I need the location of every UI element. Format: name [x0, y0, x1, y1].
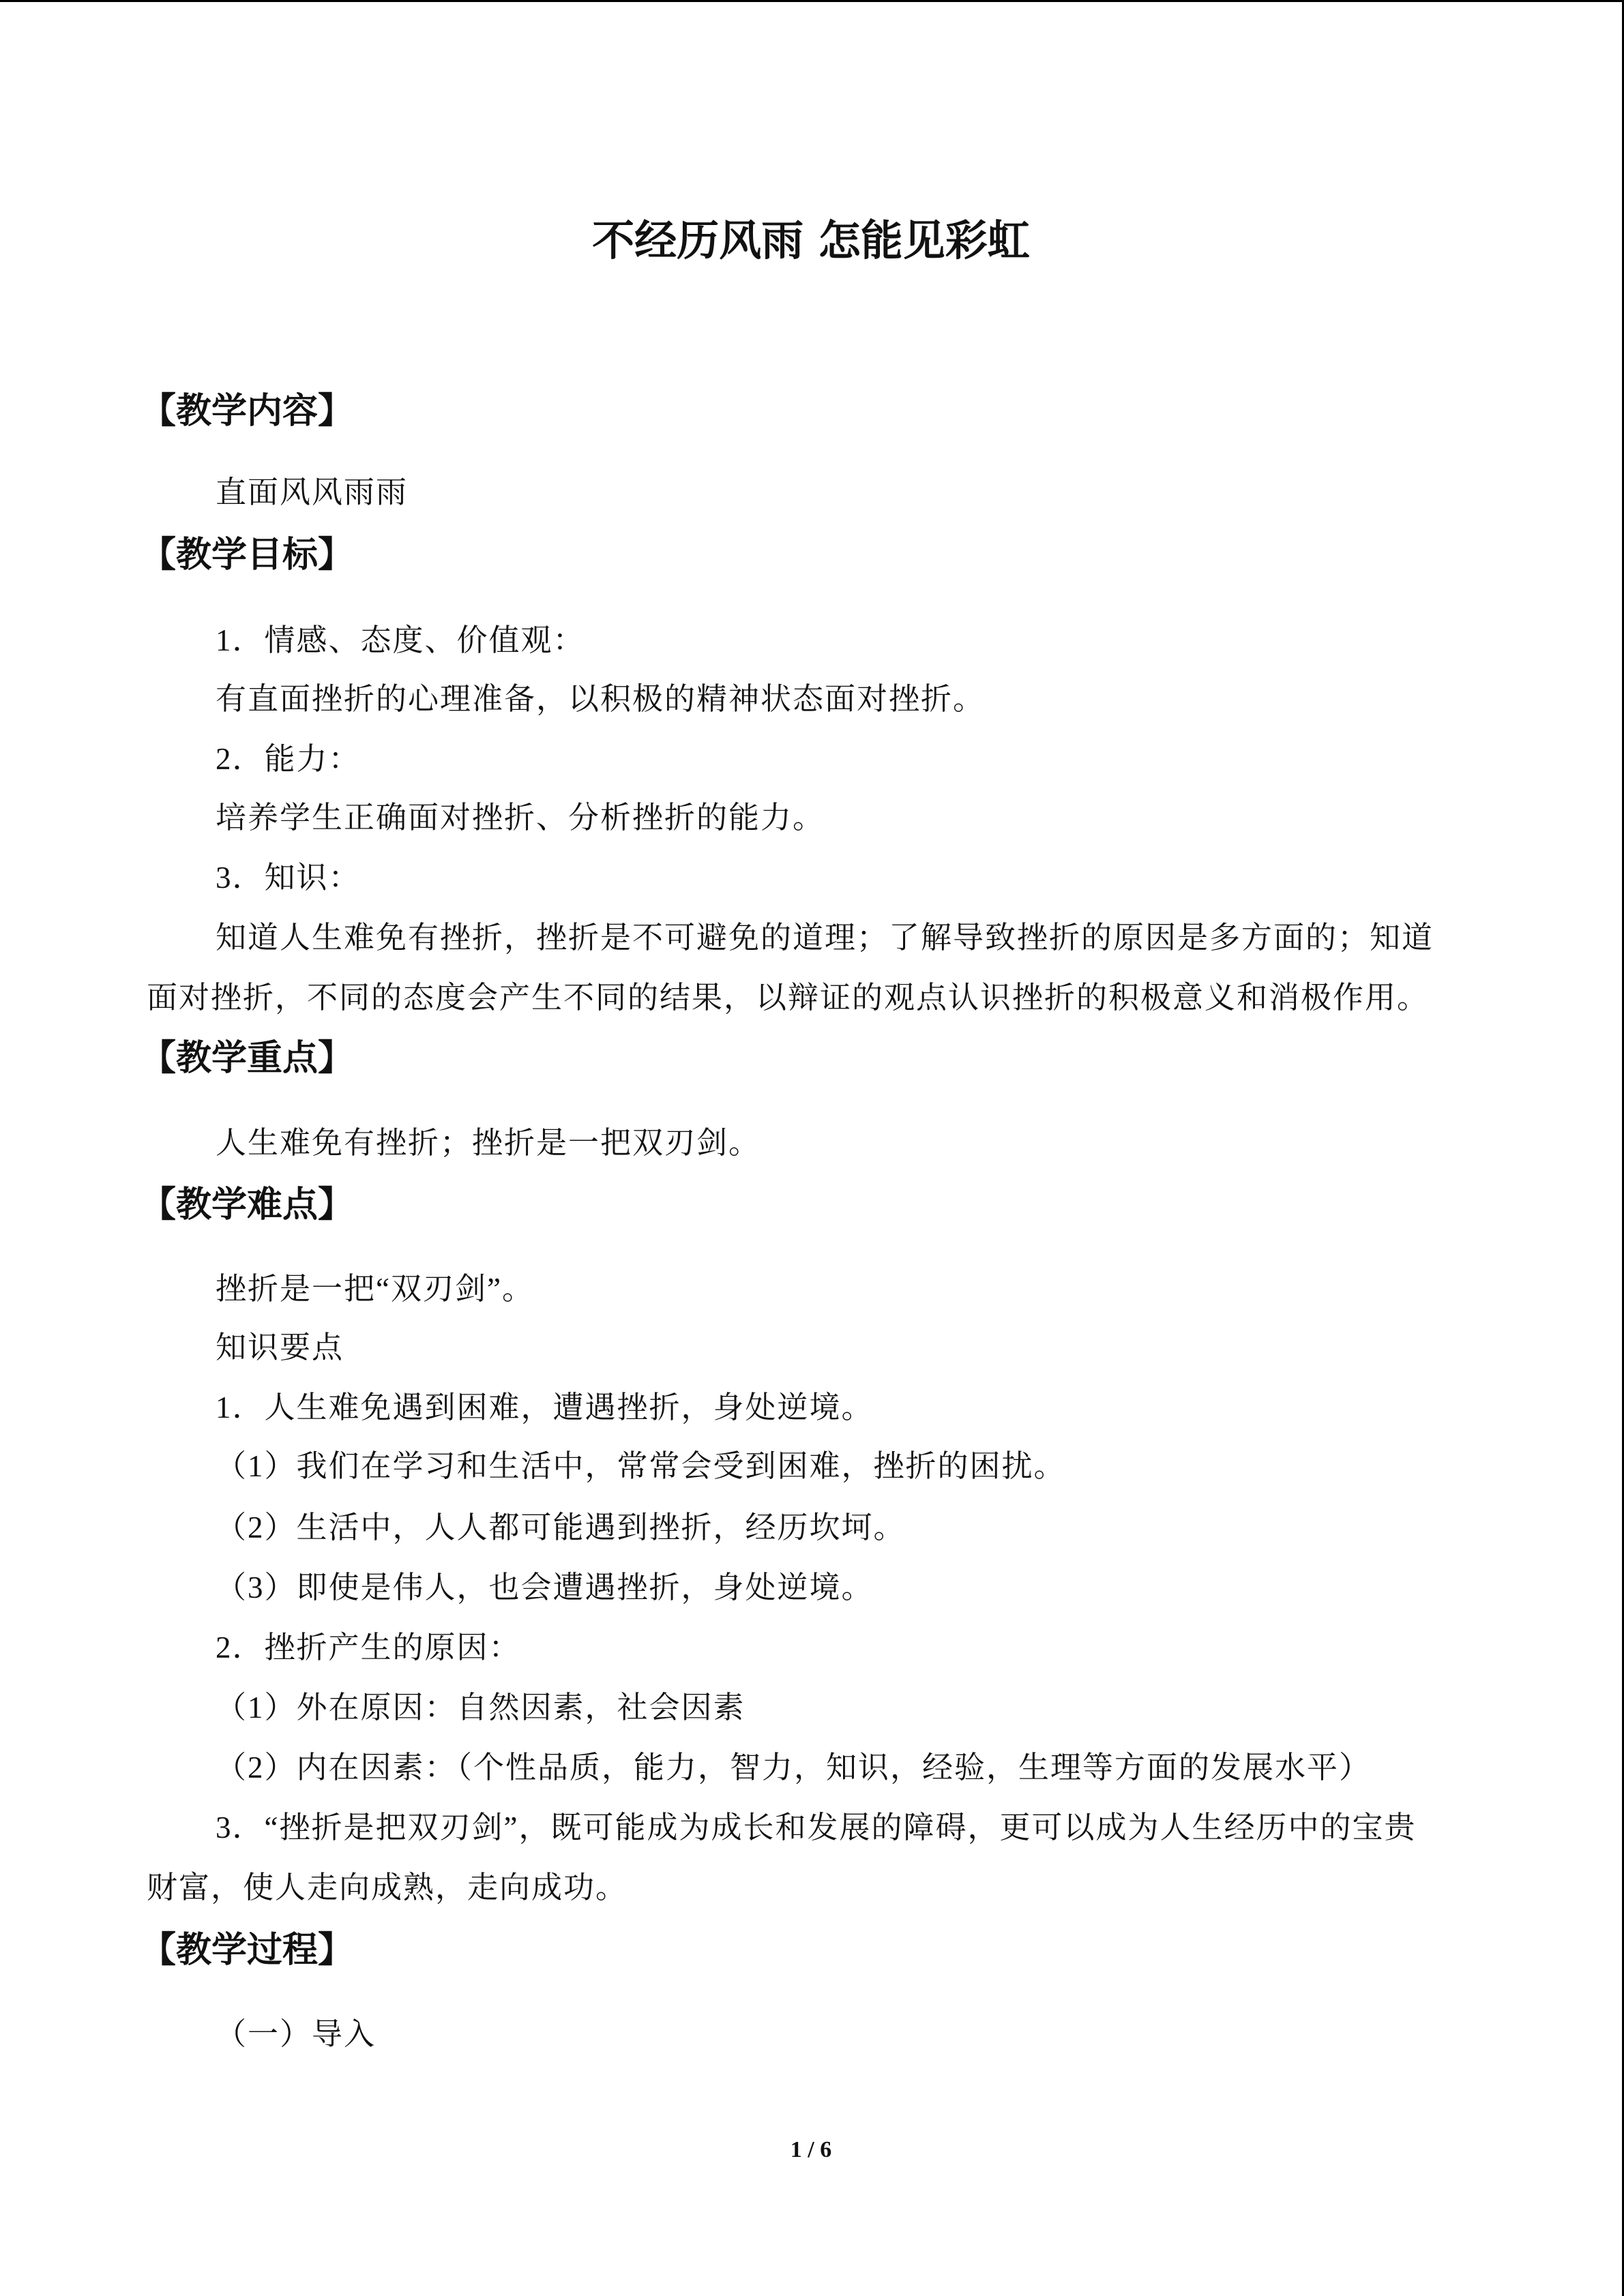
paragraph-line: 2．挫折产生的原因：	[216, 1630, 521, 1665]
paragraph-line: 1．情感、态度、价值观：	[216, 623, 585, 657]
paragraph-line: 3．“挫折是把双刃剑”，既可能成为成长和发展的障碍，更可以成为人生经历中的宝贵	[216, 1810, 1417, 1845]
paragraph-line: 有直面挫折的心理准备，以积极的精神状态面对挫折。	[216, 682, 986, 716]
section-heading-difficulties: 【教学难点】	[141, 1186, 354, 1225]
paragraph-line: 直面风风雨雨	[216, 475, 409, 509]
paragraph-line: 2．能力：	[216, 742, 361, 776]
paragraph-line: 财富，使人走向成熟，走向成功。	[147, 1870, 628, 1905]
paragraph-line: 人生难免有挫折；挫折是一把双刃剑。	[216, 1126, 761, 1160]
paragraph-line: （一）导入	[216, 2017, 377, 2051]
paragraph-line: 挫折是一把“双刃剑”。	[216, 1272, 534, 1306]
paragraph-line: （1）我们在学习和生活中，常常会受到困难，挫折的困扰。	[216, 1449, 1066, 1483]
paragraph-line: （3）即使是伟人，也会遭遇挫折，身处逆境。	[216, 1570, 874, 1605]
paragraph-line: 1．人生难免遇到困难，遭遇挫折，身处逆境。	[216, 1390, 874, 1425]
section-heading-process: 【教学过程】	[141, 1931, 354, 1970]
paragraph-line: 知道人生难免有挫折，挫折是不可避免的道理；了解导致挫折的原因是多方面的；知道	[216, 921, 1434, 955]
section-heading-objectives: 【教学目标】	[141, 536, 354, 575]
document-title: 不经历风雨 怎能见彩虹	[592, 215, 1030, 265]
paragraph-line: 培养学生正确面对挫折、分析挫折的能力。	[216, 801, 825, 835]
paragraph-line: （1）外在原因：自然因素，社会因素	[216, 1690, 745, 1725]
paragraph-line: 面对挫折，不同的态度会产生不同的结果，以辩证的观点认识挫折的积极意义和消极作用。	[147, 981, 1430, 1015]
section-heading-key-points: 【教学重点】	[141, 1039, 354, 1078]
paragraph-line: （2）生活中，人人都可能遇到挫折，经历坎坷。	[216, 1510, 906, 1545]
section-heading-content: 【教学内容】	[141, 392, 354, 431]
paragraph-line: 3．知识：	[216, 861, 361, 895]
page-number: 1 / 6	[790, 2137, 832, 2162]
paragraph-line: （2）内在因素：（个性品质，能力，智力，知识，经验，生理等方面的发展水平）	[216, 1750, 1372, 1785]
paragraph-line: 知识要点	[216, 1330, 344, 1365]
